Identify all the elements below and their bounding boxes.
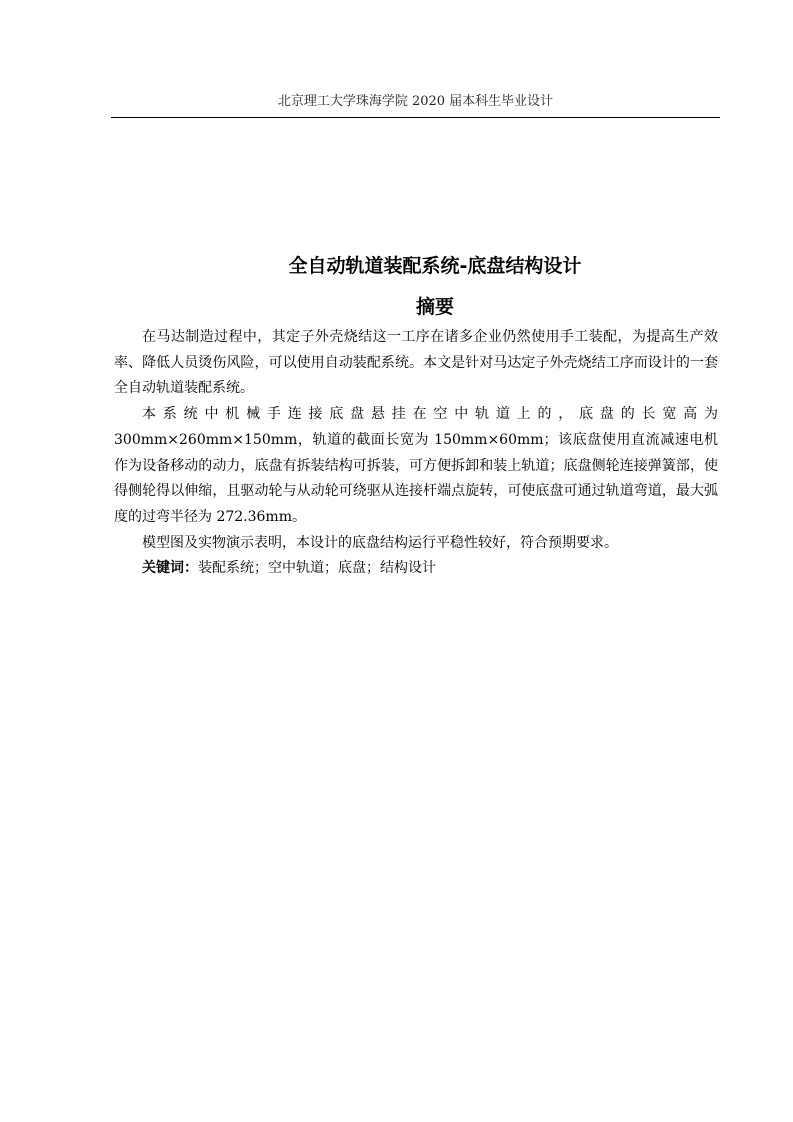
abstract-paragraph: 本系统中机械手连接底盘悬挂在空中轨道上的，底盘的长宽高为 300mm×260mm×150mm，轨道的截面长宽为 150mm×60mm；该底盘使用直流减速电机作为设备移动的动力，底盘有拆装结构可拆装，可方便拆卸和装上轨道；底盘侧轮连接弹簧部，使得侧轮得以伸缩，且驱动轮与从动轮可绕驱从连接杆端点旋转，可使底盘可通过轨道弯道，最大弧度的过弯半径为 272.36mm。 <box>114 406 718 525</box>
keywords-label: 关键词： <box>142 560 198 577</box>
keywords-line <box>114 556 718 582</box>
keywords-text: 装配系统；空中轨道；底盘；结构设计 <box>198 560 436 577</box>
header-divider <box>111 117 720 118</box>
thesis-title: 全自动轨道装配系统-底盘结构设计 <box>288 255 582 277</box>
abstract-paragraph: 在马达制造过程中，其定子外壳烧结这一工序在诸多企业仍然使用手工装配，为提高生产效率、降低人员烫伤风险，可以使用自动装配系统。本文是针对马达定子外壳烧结工序而设计的一套全自动轨道装配系统。 <box>114 329 718 397</box>
abstract-body <box>114 325 718 582</box>
page-header: 北京理工大学珠海学院 2020 届本科生毕业设计 <box>277 94 554 109</box>
abstract-heading: 摘要 <box>415 296 454 318</box>
abstract-paragraph: 模型图及实物演示表明，本设计的底盘结构运行平稳性较好，符合预期要求。 <box>142 534 618 551</box>
